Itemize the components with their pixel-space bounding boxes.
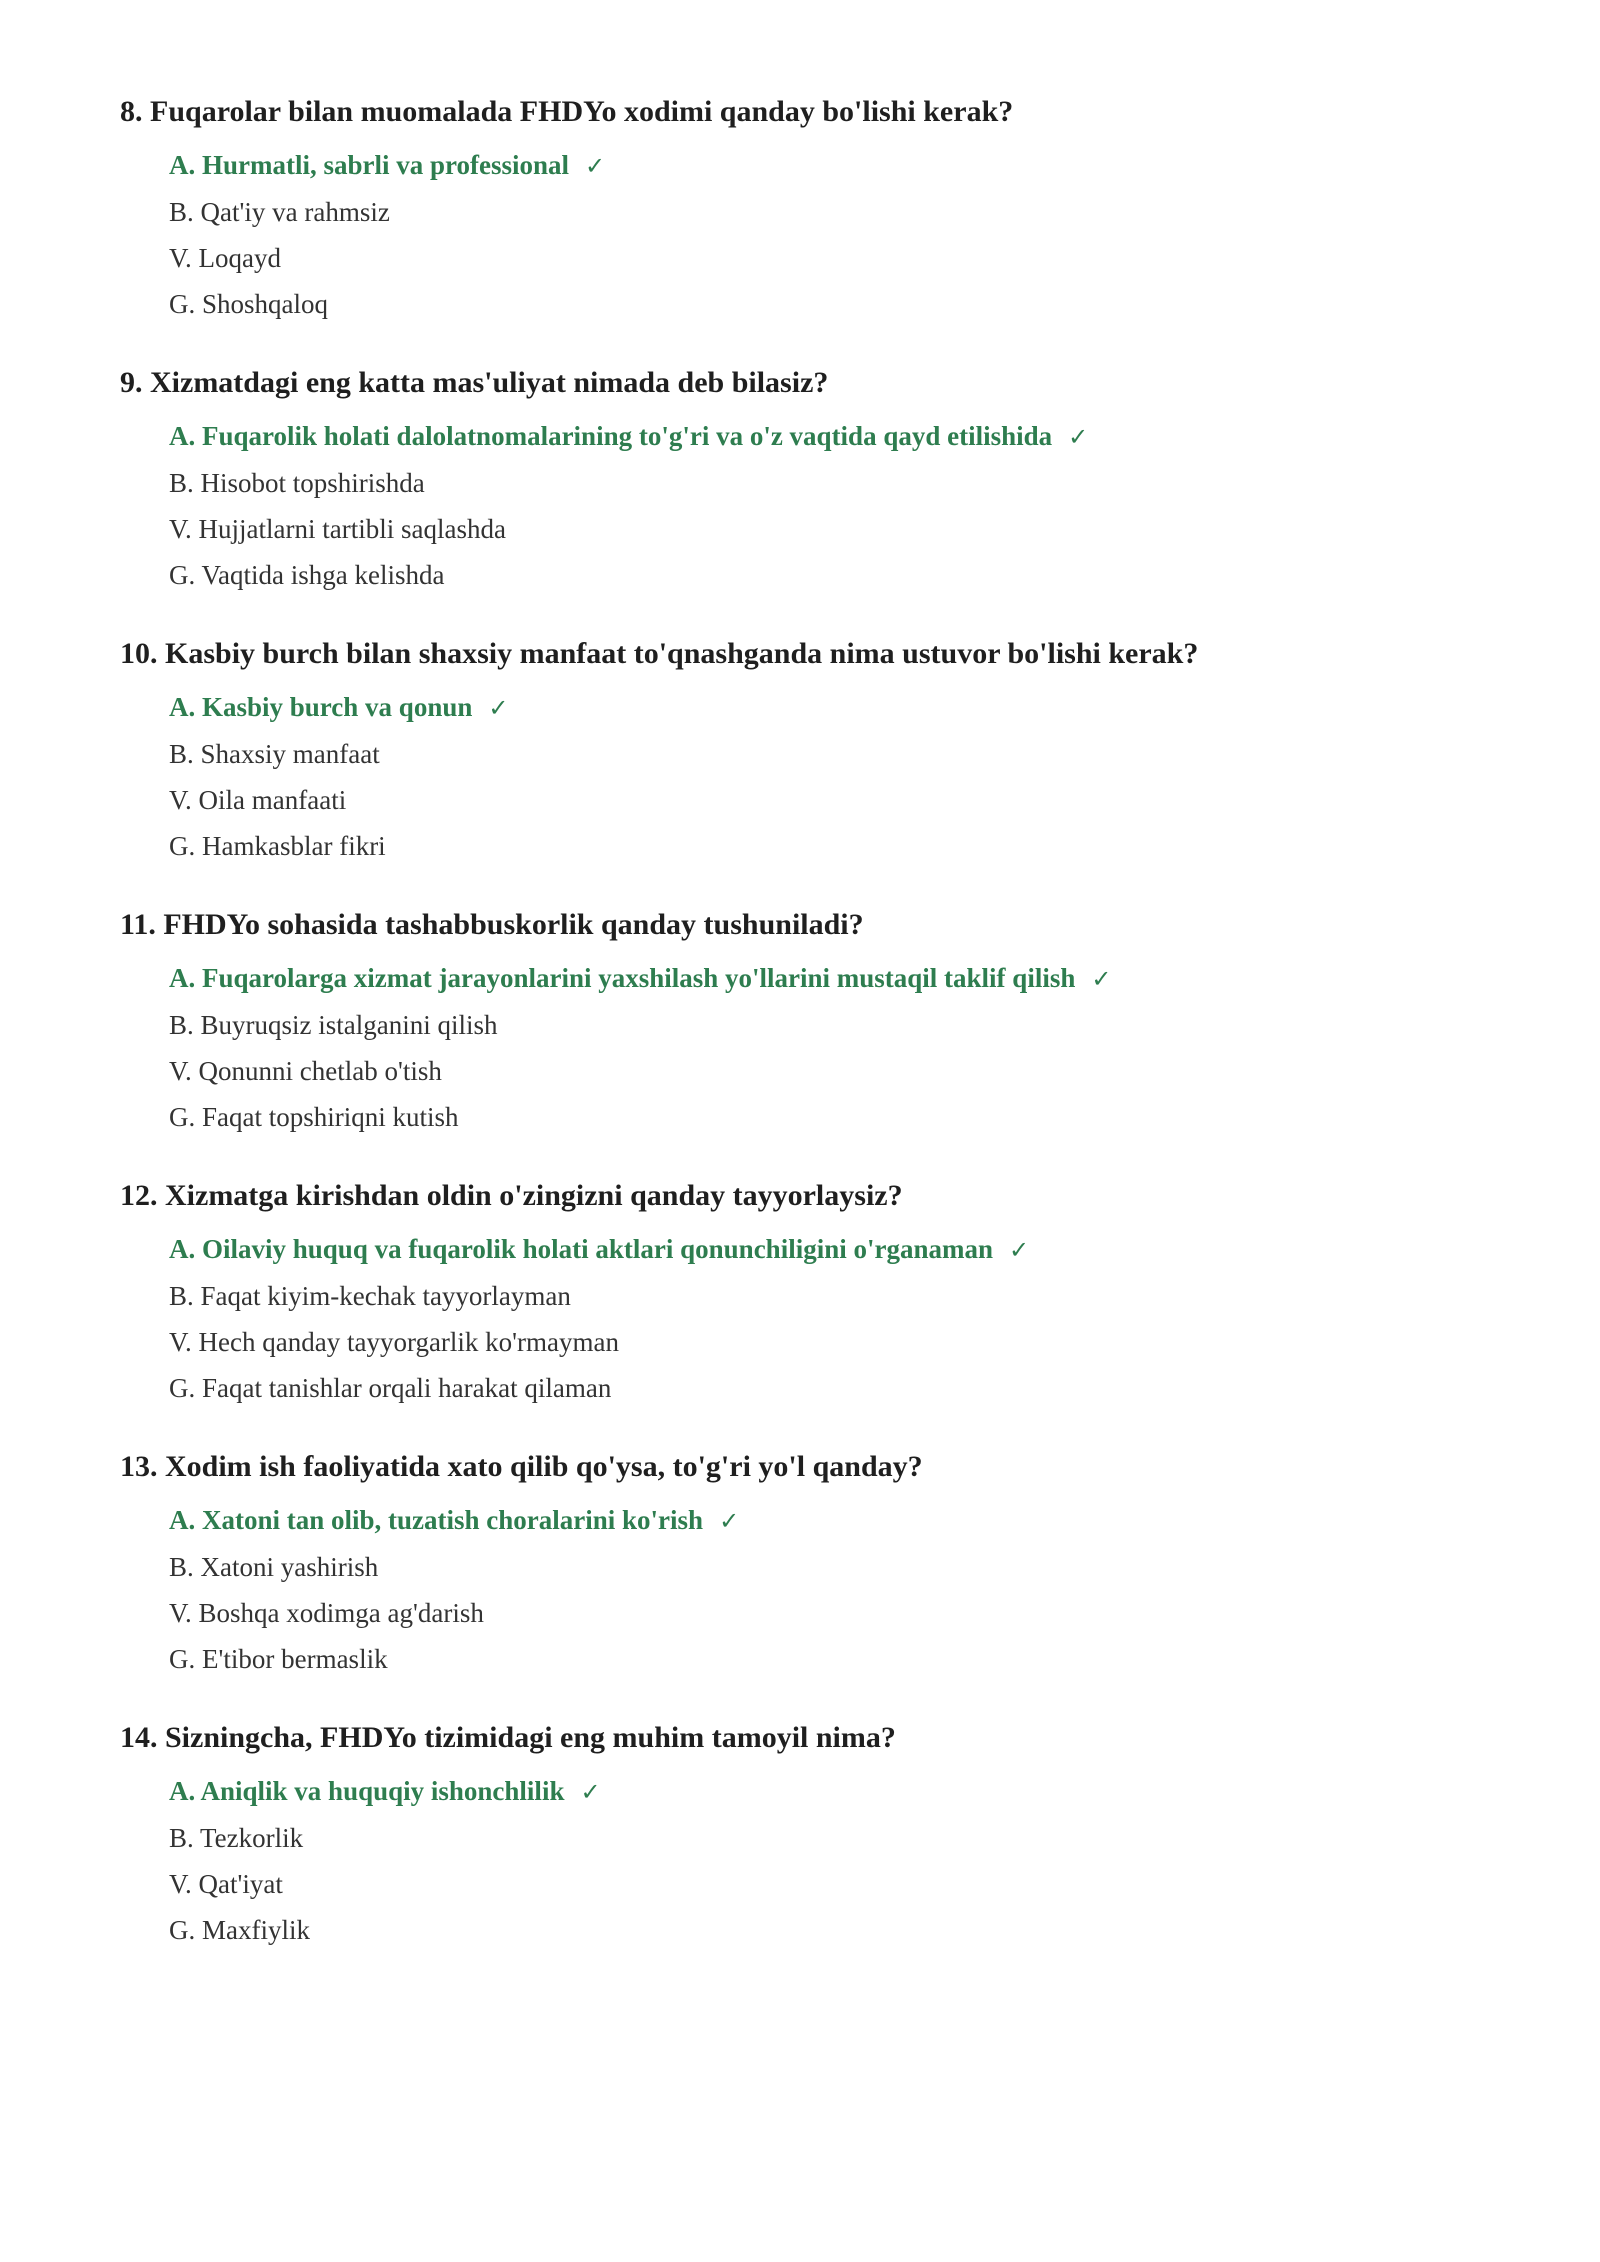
question-8 xyxy=(120,92,1480,327)
option-a-correct xyxy=(120,955,1480,1002)
option-label: A. Kasbiy burch va qonun xyxy=(169,692,473,722)
question-title: 14. Sizningcha, FHDYo tizimidagi eng muhim tamoyil nima? xyxy=(120,1721,896,1754)
question-title: 13. Xodim ish faoliyatida xato qilib qo'ysa, to'g'ri yo'l qanday? xyxy=(120,1450,923,1483)
question-14 xyxy=(120,1718,1480,1953)
question-12 xyxy=(120,1176,1480,1411)
option-v: V. Loqayd xyxy=(169,243,281,273)
option-label: A. Aniqlik va huquqiy ishonchlilik xyxy=(169,1776,565,1806)
option-b: B. Qat'iy va rahmsiz xyxy=(169,197,390,227)
option-label: A. Fuqarolarga xizmat jarayonlarini yaxshilash yo'llarini mustaqil taklif qilish xyxy=(169,963,1076,993)
check-icon: ✓ xyxy=(1068,423,1089,451)
option-v: V. Qonunni chetlab o'tish xyxy=(169,1056,442,1086)
option-v: V. Qat'iyat xyxy=(169,1869,283,1899)
option-v: V. Oila manfaati xyxy=(169,785,347,815)
option-a-correct xyxy=(120,413,1480,460)
question-title: 10. Kasbiy burch bilan shaxsiy manfaat to'qnashganda nima ustuvor bo'lishi kerak? xyxy=(120,637,1199,670)
option-b: B. Tezkorlik xyxy=(169,1823,304,1853)
option-g: G. Maxfiylik xyxy=(169,1915,310,1945)
check-icon: ✓ xyxy=(1008,1236,1030,1264)
option-v: V. Boshqa xodimga ag'darish xyxy=(169,1598,484,1628)
question-9 xyxy=(120,363,1480,598)
option-b: B. Faqat kiyim-kechak tayyorlayman xyxy=(169,1281,571,1311)
question-13 xyxy=(120,1447,1480,1682)
option-a-correct xyxy=(120,684,1480,731)
option-v: V. Hujjatlarni tartibli saqlashda xyxy=(169,514,506,544)
option-g: G. E'tibor bermaslik xyxy=(169,1644,388,1674)
option-b: B. Xatoni yashirish xyxy=(169,1552,379,1582)
option-v: V. Hech qanday tayyorgarlik ko'rmayman xyxy=(169,1327,619,1357)
option-g: G. Shoshqaloq xyxy=(169,289,329,319)
option-g: G. Faqat topshiriqni kutish xyxy=(169,1102,459,1132)
option-a-correct xyxy=(120,1226,1480,1273)
check-icon: ✓ xyxy=(1091,965,1112,993)
option-label: A. Fuqarolik holati dalolatnomalarining to'g'ri va o'z vaqtida qayd etilishida xyxy=(169,421,1053,451)
option-a-correct xyxy=(120,142,1480,189)
question-title: 11. FHDYo sohasida tashabbuskorlik qanday tushuniladi? xyxy=(120,908,864,941)
option-label: A. Xatoni tan olib, tuzatish choralarini ko'rish xyxy=(169,1505,704,1535)
question-title: 12. Xizmatga kirishdan oldin o'zingizni qanday tayyorlaysiz? xyxy=(120,1179,903,1212)
question-10 xyxy=(120,634,1480,869)
option-label: A. Hurmatli, sabrli va professional xyxy=(169,150,570,180)
option-g: G. Vaqtida ishga kelishda xyxy=(169,560,445,590)
option-g: G. Faqat tanishlar orqali harakat qilaman xyxy=(169,1373,612,1403)
question-11 xyxy=(120,905,1480,1140)
option-b: B. Hisobot topshirishda xyxy=(169,468,425,498)
option-g: G. Hamkasblar fikri xyxy=(169,831,386,861)
option-a-correct xyxy=(120,1497,1480,1544)
question-title: 8. Fuqarolar bilan muomalada FHDYo xodimi qanday bo'lishi kerak? xyxy=(120,95,1014,128)
check-icon: ✓ xyxy=(585,152,606,180)
option-b: B. Shaxsiy manfaat xyxy=(169,739,380,769)
check-icon: ✓ xyxy=(580,1778,601,1806)
option-a-correct xyxy=(120,1768,1480,1815)
question-title: 9. Xizmatdagi eng katta mas'uliyat nimada deb bilasiz? xyxy=(120,366,829,399)
option-label: A. Oilaviy huquq va fuqarolik holati aktlari qonunchiligini o'rganaman xyxy=(169,1234,993,1264)
check-icon: ✓ xyxy=(488,694,509,722)
check-icon: ✓ xyxy=(719,1507,740,1535)
option-b: B. Buyruqsiz istalganini qilish xyxy=(169,1010,498,1040)
